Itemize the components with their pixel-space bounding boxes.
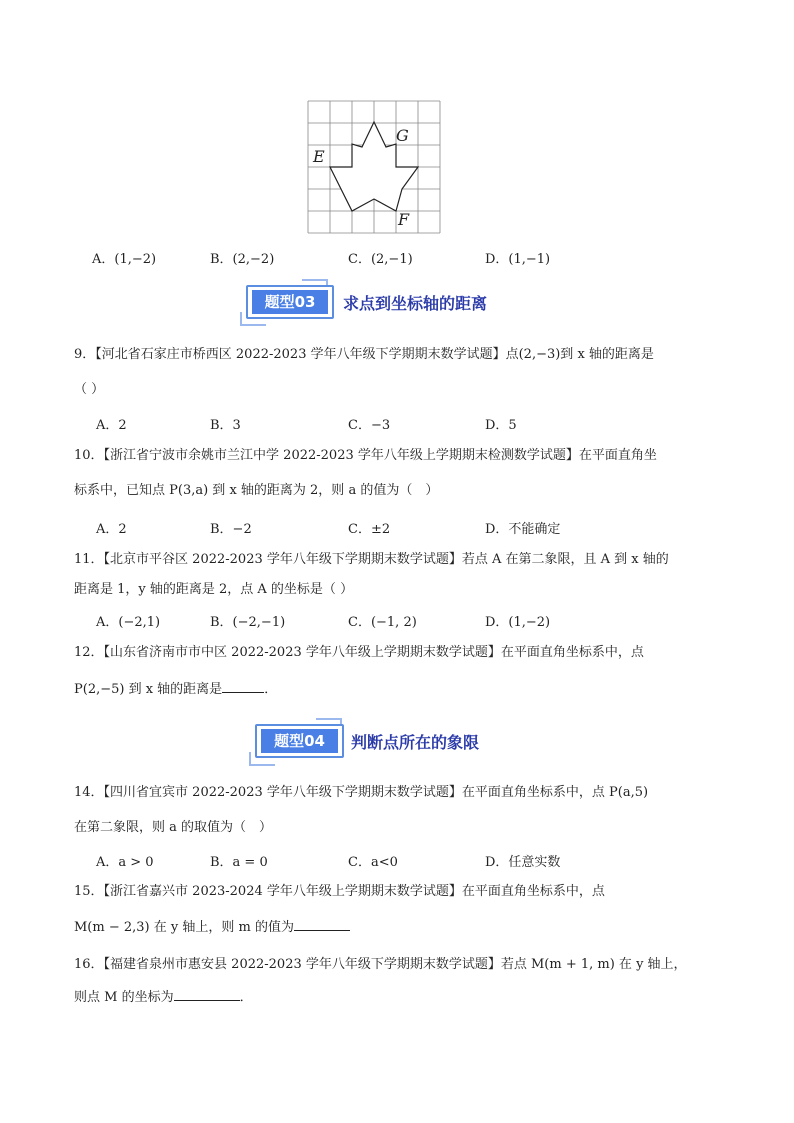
question-15-line2 <box>74 916 350 938</box>
answer-blank <box>294 916 350 931</box>
label-f: F <box>398 210 410 229</box>
q8-option-b: B．(2,−2) <box>210 252 275 267</box>
q9-option-d: D．5 <box>485 418 517 433</box>
question-9-line1: 9．【河北省石家庄市桥西区 2022-2023 学年八年级下学期期末数学试题】点(2,−3)到 x 轴的距离是 <box>74 347 654 362</box>
question-9-line2: （ ） <box>74 382 105 397</box>
q11-option-b: B．(−2,−1) <box>210 615 286 630</box>
question-10-line1: 10．【浙江省宁波市余姚市兰江中学 2022-2023 学年八年级上学期期末检测数学试题】在平面直角坐 <box>74 448 657 463</box>
section-badge-04 <box>255 724 344 758</box>
answer-blank <box>174 986 240 1001</box>
q11-option-a: A．(−2,1) <box>96 615 161 630</box>
q10-option-b: B．−2 <box>210 522 252 537</box>
section-badge-label: 题型03 <box>252 290 328 314</box>
q9-option-a: A．2 <box>96 418 127 433</box>
q8-option-c: C．(2,−1) <box>348 252 413 267</box>
q9-option-c: C．−3 <box>348 418 391 433</box>
q10-option-c: C．±2 <box>348 522 391 537</box>
label-g: G <box>396 126 409 145</box>
q11-option-d: D．(1,−2) <box>485 615 551 630</box>
question-16-end: ． <box>239 990 253 1005</box>
question-14-line1: 14．【四川省宜宾市 2022-2023 学年八年级下学期期末数学试题】在平面直角坐标系中，点 P(a,5) <box>74 785 649 800</box>
question-12-end: ． <box>264 682 278 697</box>
question-12-line2 <box>74 678 277 700</box>
q10-option-d: D．不能确定 <box>485 522 561 537</box>
q11-option-c: C．(−1, 2) <box>348 615 417 630</box>
answer-blank <box>222 678 264 693</box>
q8-option-d: D．(1,−1) <box>485 252 551 267</box>
q10-option-a: A．2 <box>96 522 127 537</box>
question-11-line1: 11．【北京市平谷区 2022-2023 学年八年级下学期期末数学试题】若点 A 在第二象限，且 A 到 x 轴的 <box>74 552 669 567</box>
section-badge-03 <box>246 285 334 319</box>
question-16-line1: 16．【福建省泉州市惠安县 2022-2023 学年八年级下学期期末数学试题】若点 M(m + 1, m) 在 y 轴上， <box>74 957 687 972</box>
question-15-text: M(m − 2,3) 在 y 轴上，则 m 的值为 <box>74 920 294 935</box>
section-title-04: 判断点所在的象限 <box>351 733 480 752</box>
q8-option-a: A．(1,−2) <box>92 252 157 267</box>
q14-option-d: D．任意实数 <box>485 855 561 870</box>
question-11-line2: 距离是 1，y 轴的距离是 2，点 A 的坐标是（ ） <box>74 582 354 597</box>
q14-option-a: A．a > 0 <box>96 855 154 870</box>
label-e: E <box>313 147 325 166</box>
question-10-line2: 标系中，已知点 P(3,a) 到 x 轴的距离为 2，则 a 的值为（ ） <box>74 483 439 498</box>
question-12-text: P(2,−5) 到 x 轴的距离是 <box>74 682 223 697</box>
section-title-03: 求点到坐标轴的距离 <box>343 294 488 313</box>
question-14-line2: 在第二象限，则 a 的取值为（ ） <box>74 820 273 835</box>
q14-option-b: B．a = 0 <box>210 855 268 870</box>
question-12-line1: 12．【山东省济南市市中区 2022-2023 学年八年级上学期期末数学试题】在平面直角坐标系中，点 <box>74 645 644 660</box>
q9-option-b: B．3 <box>210 418 241 433</box>
question-16-line2 <box>74 986 253 1008</box>
section-badge-label: 题型04 <box>261 729 338 753</box>
question-16-text: 则点 M 的坐标为 <box>74 990 174 1005</box>
q14-option-c: C．a<0 <box>348 855 398 870</box>
grid-figure <box>300 95 445 240</box>
question-15-line1: 15．【浙江省嘉兴市 2023-2024 学年八年级上学期期末数学试题】在平面直角坐标系中，点 <box>74 884 605 899</box>
